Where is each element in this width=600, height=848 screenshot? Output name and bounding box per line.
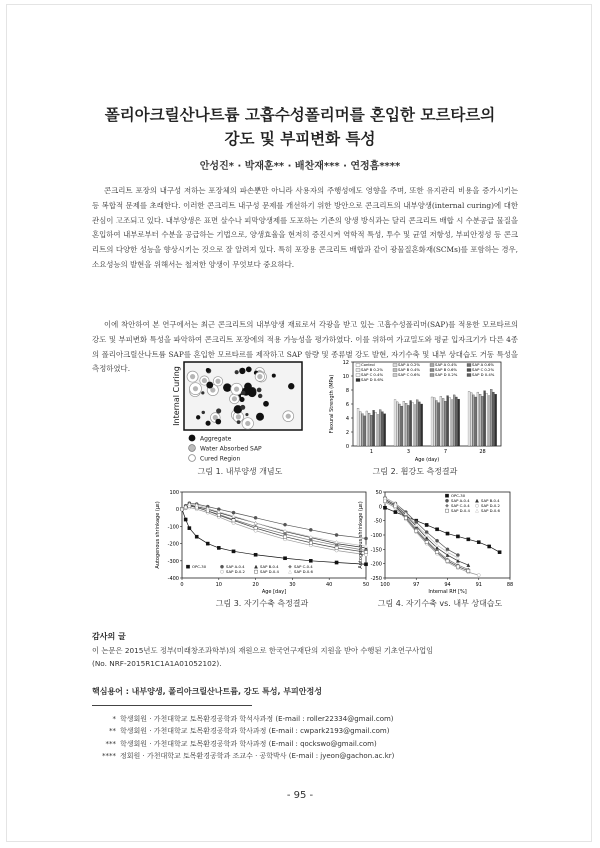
sap-particle	[245, 421, 250, 426]
fig2-y-tick-label: 0	[345, 444, 349, 450]
fig4-data-point	[394, 510, 397, 513]
footnote-mark: **	[109, 727, 116, 736]
acknowledgement-body	[92, 645, 512, 671]
footnote-2	[92, 725, 394, 737]
fig2-bar	[359, 412, 361, 446]
fig3-data-point	[309, 541, 312, 544]
fig4-data-point	[467, 538, 470, 541]
fig3-data-point	[206, 542, 209, 545]
sap-particle	[202, 378, 207, 383]
fig4-legend-entry: SAP D-0.2	[481, 503, 500, 508]
fig3-data-point	[195, 535, 198, 538]
fig3-data-point	[283, 535, 286, 538]
fig3-x-axis-label: Age [day]	[261, 589, 287, 595]
fig4-data-point	[477, 574, 480, 577]
fig3-data-point	[254, 527, 257, 530]
footnote-text: 정회원 · 가천대학교 토목환경공학과 조교수 · 공학박사 (E-mail : jyeon@gachon.ac.kr)	[120, 751, 395, 760]
fig2-legend-swatch	[430, 364, 434, 367]
fig3-data-point	[335, 533, 338, 536]
fig2-y-tick-label: 6	[345, 402, 349, 408]
fig4-data-point	[477, 541, 480, 544]
aggregate-legend-icon	[189, 435, 196, 442]
fig3-y-tick-label: -200	[167, 541, 179, 548]
fig2-y-tick-label: 10	[342, 374, 349, 380]
fig2-bar	[381, 412, 383, 446]
fig2-bar	[414, 405, 416, 446]
fig2-bar	[453, 395, 455, 446]
fig3-data-point	[335, 546, 338, 549]
fig2-bar	[486, 394, 488, 447]
fig2-bar	[373, 410, 375, 446]
aggregate-particle	[256, 413, 264, 421]
fig2-legend-entry: SAP A 0.6%	[472, 362, 495, 367]
sap-particle	[236, 414, 241, 419]
footnotes	[92, 713, 394, 762]
fig3-data-point	[217, 546, 220, 549]
fig2-bar	[418, 402, 420, 446]
fig3-y-axis-label: Autogenous shrinkage (με)	[155, 501, 161, 569]
fig3-legend-marker	[186, 565, 189, 568]
fig2-legend-swatch	[467, 374, 471, 377]
fig2-legend-entry: Control	[361, 362, 375, 367]
fig2-bar	[470, 393, 472, 446]
fig4-data-point	[415, 529, 418, 532]
fig4-data-point	[498, 551, 501, 554]
fig3-x-tick-label: 10	[215, 582, 222, 588]
fig2-x-tick-label: 1	[369, 449, 374, 455]
aggregate-particle	[241, 391, 246, 396]
fig3-data-point	[309, 528, 312, 531]
figure-4-shrinkage-vs-rh-chart	[355, 488, 515, 596]
fig3-legend-entry: SAP B-0.4	[260, 564, 279, 569]
fig2-bar	[475, 397, 477, 446]
fig3-data-point	[254, 516, 257, 519]
fig2-bar	[362, 414, 364, 446]
fig2-bar	[366, 411, 368, 446]
fig4-data-point	[435, 528, 438, 531]
fig2-bar	[455, 397, 457, 446]
fig2-bar	[479, 394, 481, 446]
fig4-data-point	[488, 545, 491, 548]
fig3-x-tick-label: 50	[362, 582, 370, 588]
fig3-legend-marker	[220, 570, 223, 573]
aggregate-particle	[215, 419, 221, 425]
fig2-bar	[412, 403, 414, 446]
fig4-x-tick-label: 97	[413, 582, 420, 588]
paper-title-line2: 강도 및 부피변화 특성	[224, 130, 376, 148]
fig2-legend-entry: SAP C 0.2%	[472, 367, 495, 372]
fig2-bar	[364, 416, 366, 446]
figure-3-caption: 그림 3. 자기수축 측정결과	[215, 599, 309, 608]
fig2-bar	[357, 408, 359, 446]
fig2-legend-swatch	[430, 374, 434, 377]
sap-particle	[257, 374, 262, 379]
fig2-legend-entry: SAP A 0.2%	[398, 362, 421, 367]
fig2-bar	[444, 401, 446, 446]
cured-region-legend-icon	[189, 455, 196, 462]
fig2-bar	[431, 397, 433, 446]
fig2-legend-entry: SAP D 0.6%	[361, 377, 384, 382]
fig1-side-label: Internal Curing	[172, 366, 181, 426]
fig2-bar	[421, 404, 423, 446]
paper-title-line1: 폴리아크릴산나트륨 고흡수성폴리머를 혼입한 모르타르의	[104, 106, 496, 124]
fig2-legend-swatch	[430, 369, 434, 372]
fig4-data-point	[456, 565, 459, 568]
fig2-bar	[447, 396, 449, 446]
fig3-data-point	[184, 518, 187, 521]
fig3-y-tick-label: -300	[167, 558, 179, 565]
fig1-legend-sap: Water Absorbed SAP	[200, 445, 262, 453]
figure-1-internal-curing-diagram	[170, 360, 310, 465]
aggregate-particle	[201, 391, 204, 394]
fig4-legend-entry: SAP D-0.4	[451, 508, 470, 513]
fig1-legend-aggregate: Aggregate	[200, 435, 232, 443]
fig4-data-point	[425, 523, 428, 526]
fig2-bar	[370, 415, 372, 446]
fig4-legend-entry: SAP B-0.4	[481, 498, 500, 503]
fig4-legend-marker	[445, 509, 448, 512]
fig3-data-point	[335, 561, 338, 564]
body-paragraph-1: 콘크리트 포장의 내구성 저하는 포장체의 파손뿐만 아니라 사용자의 주행성에도 영향을 주며, 또한 유지관리 비용을 증가시키는 등 복합적 문제를 초래한다. 이러한 콘크리트 내구성 문제를 개선하기 위한 방안으로 콘크리트의 내부양생(internal curing)에 대한 관심이 고조되고 있다. 내부양생은 표면 살수나 피막양생제를 도포하는 기존의 양생 방식과는 달리 콘크리트 배합 시 수분공급 물질을 혼입하여 내부로부터 수분을 공급하는 기법으로, 양생효율을 현저히 증진시켜 역학적 특성, 투수 및 균열 저항성, 부피안정성 등 콘크리트의 다양한 성능을 향상시키는 것으로 잘 알려져 있다. 특히 포장용 콘크리트 배합과 같이 광물질혼화재(SCMs)를 포함하는 경우, 소요성능의 발현을 위해서는 철저한 양생이 무엇보다 중요하다.	[92, 186, 518, 269]
fig4-y-tick-label: -100	[370, 533, 382, 539]
fig4-x-tick-label: 91	[475, 582, 482, 588]
sap-particle	[190, 374, 195, 379]
fig2-legend-entry: SAP B 0.4%	[398, 367, 421, 372]
fig2-legend-swatch	[393, 364, 397, 367]
fig2-y-tick-label: 12	[342, 360, 349, 366]
figure-4-caption: 그림 4. 자기수축 vs. 내부 상대습도	[377, 599, 503, 608]
fig4-data-point	[425, 541, 428, 544]
fig2-bar	[399, 404, 401, 446]
fig4-data-point	[456, 535, 459, 538]
fig2-bar	[368, 413, 370, 446]
fig2-bar	[416, 400, 418, 446]
aggregate-particle	[206, 421, 211, 426]
fig3-data-point	[309, 559, 312, 562]
aggregate-particle	[239, 368, 245, 374]
fig4-data-point	[467, 569, 470, 572]
fig2-bar	[490, 389, 492, 446]
fig3-data-point	[283, 523, 286, 526]
fig2-bar	[473, 395, 475, 446]
fig2-legend-swatch	[467, 369, 471, 372]
fig4-y-tick-label: -50	[373, 518, 382, 525]
author-list: 안성진* · 박재훈** · 배찬재*** · 연정흠****	[199, 161, 401, 172]
figure-2-flexural-strength-chart	[325, 358, 505, 463]
aggregate-particle	[206, 368, 210, 372]
fig4-x-tick-label: 100	[380, 582, 390, 588]
aggregate-particle	[272, 374, 276, 378]
fig2-bar	[438, 403, 440, 446]
body-paragraph-2: 이에 착안하여 본 연구에서는 최근 콘크리트의 내부양생 재료로서 각광을 받고 있는 고흡수성폴리머(SAP)를 적용한 모르타르의 강도 및 부피변화 특성을 파악하여 콘크리트 포장에의 적용 가능성을 평가하였다. 이를 위하여 가교밀도와 평균 입자크기가 다른 4종의 폴리아크릴산나트륨 SAP를 혼입한 모르타르를 제작하고 SAP 함량 및 종류별 강도 발현, 자기수축 및 내부 상대습도 거동 특성을 측정하였다.	[92, 320, 518, 374]
fig2-legend-entry: SAP B 0.2%	[361, 367, 384, 372]
fig2-y-tick-label: 2	[345, 430, 349, 436]
fig2-bar	[477, 392, 479, 446]
fig4-y-tick-label: 0	[378, 504, 382, 511]
fig4-data-point	[435, 551, 438, 554]
fig3-data-point	[232, 550, 235, 553]
fig2-legend-entry: SAP C 0.6%	[398, 372, 421, 377]
aggregate-particle	[258, 394, 262, 398]
sap-particle	[286, 414, 291, 419]
aggregate-particle	[263, 401, 269, 407]
fig2-legend-entry: SAP D 0.2%	[435, 372, 458, 377]
footnote-4	[92, 750, 394, 762]
fig3-legend-entry: SAP A-0.4	[226, 564, 245, 569]
footnote-3	[92, 738, 394, 750]
fig4-legend-entry: SAP D-0.6	[481, 508, 500, 513]
aggregate-particle	[206, 382, 213, 389]
fig4-data-point	[435, 539, 438, 542]
fig2-bar	[377, 415, 379, 447]
fig3-legend-marker	[254, 570, 257, 573]
fig2-y-tick-label: 4	[345, 416, 349, 422]
aggregate-particle	[216, 408, 221, 413]
fig4-legend-marker	[445, 499, 448, 502]
fig3-data-point	[188, 527, 191, 530]
fig2-bar	[484, 391, 486, 446]
fig2-bar	[403, 401, 405, 446]
sap-particle	[215, 379, 220, 384]
figure-2-caption: 그림 2. 휨강도 측정결과	[372, 467, 458, 476]
aggregate-particle	[237, 420, 241, 424]
fig4-x-tick-label: 88	[506, 582, 514, 588]
fig3-y-tick-label: 0	[175, 507, 179, 514]
fig2-bar	[488, 396, 490, 446]
aggregate-particle	[257, 388, 262, 393]
acknowledgement-line-1: 이 논문은 2015년도 정부(미래창조과학부)의 재원으로 한국연구재단의 지원을 받아 수행된 기초연구사업임	[92, 646, 434, 655]
fig4-legend-entry: OPC-30	[451, 493, 466, 498]
fig2-legend-entry: SAP B 0.6%	[435, 367, 458, 372]
fig3-legend-entry: SAP C-0.4	[294, 564, 313, 569]
page-number: - 95 -	[286, 790, 314, 801]
fig2-bar	[492, 392, 494, 446]
fig4-legend-entry: SAP A-0.4	[451, 498, 470, 503]
acknowledgement-heading: 감사의 글	[92, 632, 126, 641]
footnote-mark: ****	[102, 751, 116, 760]
fig4-legend-marker	[475, 504, 478, 507]
fig2-x-tick-label: 7	[443, 449, 448, 455]
fig4-legend-entry: SAP C-0.4	[451, 503, 470, 508]
fig2-y-tick-label: 8	[345, 388, 349, 394]
fig3-legend-marker	[220, 565, 223, 568]
fig4-y-axis-label: Autogenous shrinkage (με)	[358, 501, 364, 569]
keywords-line: 핵심용어 : 내부양생, 폴리아크릴산나트륨, 강도 특성, 부피안정성	[92, 687, 322, 696]
fig2-legend-swatch	[356, 374, 360, 377]
fig2-x-tick-label: 3	[406, 449, 411, 455]
fig2-bar	[394, 400, 396, 446]
fig2-bar	[440, 396, 442, 446]
fig2-legend-entry: SAP A 0.4%	[435, 362, 458, 367]
fig3-legend-entry: SAP D-0.4	[260, 569, 279, 574]
fig2-legend-swatch	[467, 364, 471, 367]
fig2-bar	[407, 405, 409, 446]
fig2-bar	[379, 410, 381, 446]
fig2-legend-entry: SAP C 0.4%	[361, 372, 384, 377]
aggregate-particle	[240, 405, 245, 410]
fig2-bar	[384, 414, 386, 446]
footnote-divider	[92, 705, 252, 706]
fig2-legend-swatch	[356, 379, 360, 382]
fig2-bar	[410, 401, 412, 447]
aggregate-particle	[223, 383, 231, 391]
figure-1-caption: 그림 1. 내부양생 개념도	[197, 467, 283, 476]
fig4-data-point	[404, 516, 407, 519]
fig2-bar	[495, 394, 497, 446]
sap-legend-icon	[189, 445, 196, 452]
footnote-1	[92, 713, 394, 725]
fig2-legend-entry: SAP D 0.4%	[472, 372, 495, 377]
fig2-bar	[433, 398, 435, 446]
fig3-x-tick-label: 20	[252, 582, 259, 588]
fig3-legend-entry: OPC-30	[192, 564, 207, 569]
aggregate-particle	[196, 415, 200, 419]
aggregate-particle	[202, 411, 205, 414]
fig2-y-axis-label: Flexural Strength (MPa)	[329, 374, 335, 434]
fig3-data-point	[283, 557, 286, 560]
fig2-legend-swatch	[393, 374, 397, 377]
footnote-mark: ***	[105, 739, 116, 748]
fig3-data-point	[232, 511, 235, 514]
footnote-mark: *	[112, 715, 116, 723]
fig2-legend-swatch	[356, 369, 360, 372]
sap-particle	[193, 386, 198, 391]
fig2-x-axis-label: Age (day)	[414, 457, 440, 463]
fig4-y-tick-label: -150	[370, 547, 382, 554]
fig3-x-tick-label: 0	[180, 582, 184, 588]
sap-particle	[232, 396, 237, 401]
fig2-legend-swatch	[356, 364, 360, 367]
fig2-bar	[451, 400, 453, 446]
aggregate-particle	[235, 370, 239, 374]
fig2-bar	[375, 412, 377, 446]
aggregate-particle	[288, 383, 294, 389]
aggregate-particle	[245, 413, 248, 416]
fig2-bar	[481, 396, 483, 446]
sap-particle	[234, 387, 239, 392]
fig3-legend-entry: SAP D-0.2	[226, 569, 245, 574]
fig3-data-point	[232, 519, 235, 522]
footnote-text: 학생회원 · 가천대학교 토목환경공학과 학사과정 (E-mail : cwpark2193@gmail.com)	[120, 727, 390, 736]
fig2-bar	[405, 403, 407, 446]
fig3-y-tick-label: -100	[167, 524, 179, 531]
fig4-legend-marker	[445, 494, 448, 497]
figure-3-autogenous-shrinkage-chart	[152, 488, 372, 596]
fig4-data-point	[446, 559, 449, 562]
fig3-data-point	[217, 514, 220, 517]
fig1-legend-cured: Cured Region	[200, 455, 241, 463]
fig4-x-tick-label: 94	[444, 582, 451, 588]
fig2-bar	[442, 398, 444, 446]
fig3-x-tick-label: 30	[289, 582, 296, 588]
aggregate-particle	[246, 366, 252, 372]
fig2-bar	[401, 406, 403, 446]
fig3-y-tick-label: 100	[169, 490, 179, 496]
fig3-x-tick-label: 40	[326, 582, 333, 588]
fig2-bar	[436, 401, 438, 447]
fig4-x-axis-label: Internal RH [%]	[428, 589, 467, 595]
fig4-y-tick-label: 50	[375, 490, 382, 496]
fig2-x-tick-label: 28	[479, 449, 486, 455]
fig2-bar	[468, 391, 470, 446]
fig4-y-tick-label: -250	[370, 576, 382, 582]
footnote-text: 학생회원 · 가천대학교 토목환경공학과 학사과정 (E-mail : qockswo@gmail.com)	[120, 739, 377, 748]
fig3-data-point	[254, 553, 257, 556]
footnote-text: 학생회원 · 가천대학교 토목환경공학과 학석사과정 (E-mail : roller22334@gmail.com)	[120, 715, 394, 723]
fig2-bar	[396, 402, 398, 446]
fig3-legend-entry: SAP D-0.6	[294, 569, 313, 574]
acknowledgement-line-2: (No. NRF-2015R1C1A1A01052102).	[92, 658, 222, 668]
fig4-data-point	[383, 506, 386, 509]
fig2-bar	[449, 398, 451, 446]
fig4-data-point	[446, 532, 449, 535]
fig3-y-tick-label: -400	[167, 576, 179, 582]
fig4-y-tick-label: -200	[370, 561, 382, 568]
fig2-legend-swatch	[393, 369, 397, 372]
fig2-bar	[458, 399, 460, 446]
